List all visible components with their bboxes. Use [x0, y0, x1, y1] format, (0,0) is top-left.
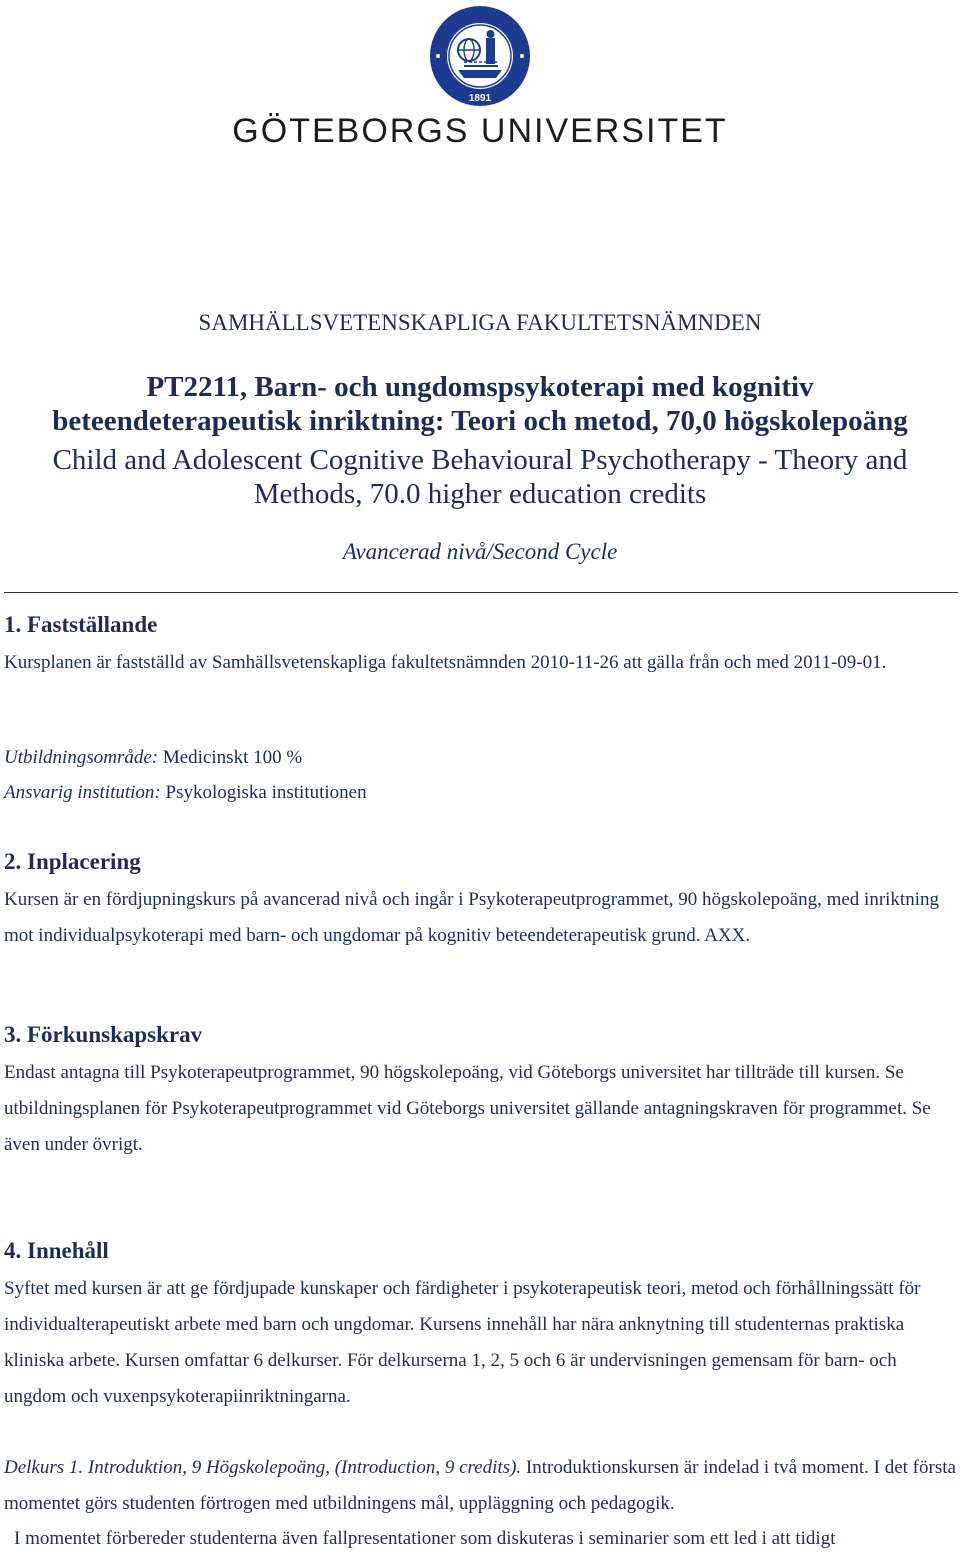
course-title-swedish: [0, 370, 960, 438]
course-cycle: Avancerad nivå/Second Cycle: [342, 539, 618, 564]
section-heading-4: 4. Innehåll: [4, 1238, 109, 1263]
education-area-value: Medicinskt 100 %: [162, 747, 303, 768]
institution-label: Ansvarig institution:: [4, 782, 161, 803]
course-title-en-line2: Methods, 70.0 higher education credits: [253, 478, 707, 510]
education-area-label: Utbildningsområde:: [4, 747, 159, 768]
course-title-english: [0, 443, 960, 511]
divider-line: [4, 592, 958, 593]
section-heading-2: 2. Inplacering: [4, 849, 141, 874]
faculty-name: SAMHÄLLSVETENSKAPLIGA FAKULTETSNÄMNDEN: [198, 310, 762, 335]
section-heading-1: 1. Fastställande: [4, 612, 158, 637]
responsible-institution: [4, 775, 956, 811]
section-text-3: Endast antagna till Psykoterapeutprogrammet, 90 högskolepoäng, vid Göteborgs universitet har tillträde till kursen. Se utbildningsplanen för Psykoterapeutprogrammet vid Göteborgs universitet gällande antagningskraven för programmet. Se även under övrigt.: [4, 1062, 931, 1155]
section-text-4: Syftet med kursen är att ge fördjupade kunskaper och färdigheter i psykoterapeutisk teori, metod och förhållningssätt för individualterapeutiskt arbete med barn och ungdomar. Kursens innehåll har nära anknytning till studenternas praktiska kliniska arbete. Kursen omfattar 6 delkurser. För delkurserna 1, 2, 5 och 6 är undervisningen gemensam för barn- och ungdom och vuxenpsykoterapiinriktningarna.: [4, 1278, 921, 1407]
course-title-sv-line2: beteendeterapeutisk inriktning: Teori och metod, 70,0 högskolepoäng: [52, 405, 908, 437]
section-text-2: Kursen är en fördjupningskurs på avancerad nivå och ingår i Psykoterapeutprogrammet, 90 högskolepoäng, med inriktning mot individualpsykoterapi med barn- och ungdomar på kognitiv beteendeterapeutisk grund. AXX.: [4, 889, 939, 946]
university-seal-logo: [428, 4, 532, 108]
svg-text:1891: 1891: [468, 93, 492, 104]
delkurs-1: [4, 1450, 956, 1522]
education-area: [4, 740, 956, 776]
institution-value: Psykologiska institutionen: [165, 782, 367, 803]
delkurs-1-text: Introduktionskursen är indelad i två moment. I det första momentet görs studenten förtrogen med utbildningens mål, uppläggning och pedagogik.: [4, 1457, 956, 1514]
course-title-sv-line1: PT2211, Barn- och ungdomspsykoterapi med kognitiv: [146, 371, 814, 403]
section-heading-3: 3. Förkunskapskrav: [4, 1022, 203, 1047]
delkurs-1-continued: I momentet förbereder studenterna även fallpresentationer som diskuteras i seminarier som ett led i att tidigt: [14, 1528, 836, 1549]
section-text-1: Kursplanen är fastställd av Samhällsvetenskapliga fakultetsnämnden 2010-11-26 att gälla från och med 2011-09-01.: [4, 652, 887, 673]
course-title-en-line1: Child and Adolescent Cognitive Behavioural Psychotherapy - Theory and: [52, 444, 908, 476]
university-name: GÖTEBORGS UNIVERSITET: [232, 112, 728, 150]
delkurs-1-title: Delkurs 1. Introduktion, 9 Högskolepoäng, (Introduction, 9 credits).: [4, 1457, 522, 1478]
